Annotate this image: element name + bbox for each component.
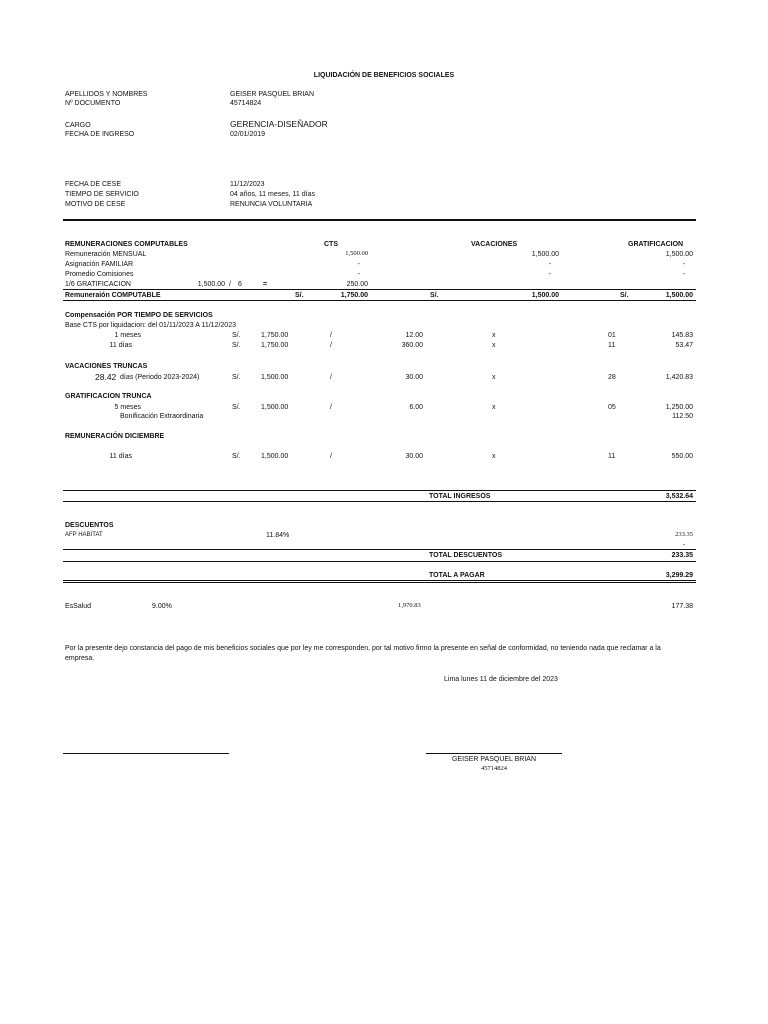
gratificacion-qty: 05 xyxy=(608,404,616,411)
cts-row-amount: 1,750.00 xyxy=(261,342,289,349)
grat-sixth-equals: = xyxy=(263,281,268,288)
cts-row-op: / xyxy=(330,342,332,349)
grat-sixth-value: 1,500.00 xyxy=(197,281,225,288)
cts-row-x: x xyxy=(492,342,496,349)
rem-total-vac: 1,500.00 xyxy=(531,292,559,299)
signature-name: GEISER PASQUEL BRIAN xyxy=(451,756,537,763)
cese-label: FECHA DE CESE xyxy=(65,181,122,188)
total-ingresos-value: 3,532.64 xyxy=(665,493,693,500)
employee-tiempo: 04 años, 11 meses, 11 días xyxy=(230,191,315,198)
bonificacion-value: 112.50 xyxy=(672,413,693,420)
col-cts: CTS xyxy=(324,241,338,248)
cts-row-qty: 11 xyxy=(608,342,616,349)
vacaciones-x: x xyxy=(492,374,496,381)
name-label: APELLIDOS Y NOMBRES xyxy=(65,91,148,98)
diciembre-amount: 1,500.00 xyxy=(261,453,289,460)
ingreso-label: FECHA DE INGRESO xyxy=(65,131,135,138)
afp-percent: 11.84% xyxy=(266,532,290,539)
afp-label: AFP HABITAT xyxy=(65,532,103,538)
total-pagar-value: 3,299.29 xyxy=(665,572,693,579)
total-pagar-label: TOTAL A PAGAR xyxy=(429,572,485,579)
rem-total-currency: S/. xyxy=(295,292,304,299)
cts-heading: Compensación POR TIEMPO DE SERVICIOS xyxy=(65,312,213,319)
cts-row-result: 53.47 xyxy=(675,342,693,349)
rem-row-grat: - xyxy=(682,271,685,278)
grat-sixth-divisor: 6 xyxy=(238,281,242,288)
essalud-percent: 9.00% xyxy=(152,603,172,610)
diciembre-currency: S/. xyxy=(232,453,241,460)
employee-cese: 11/12/2023 xyxy=(230,181,265,188)
rem-row-cts: - xyxy=(357,261,360,268)
gratificacion-amount: 1,500.00 xyxy=(261,404,289,411)
afp-dash: - xyxy=(682,542,685,549)
cts-row-label: 11 días xyxy=(109,342,132,349)
vacaciones-currency: S/. xyxy=(232,374,241,381)
employee-doc: 45714824 xyxy=(230,100,262,107)
cts-row-x: x xyxy=(492,332,496,339)
rem-row-vac: 1,500.00 xyxy=(531,251,559,258)
gratificacion-x: x xyxy=(492,404,496,411)
grat-sixth-cts: 250.00 xyxy=(346,281,368,288)
vacaciones-label: días (Periodo 2023-2024) xyxy=(120,374,200,381)
diciembre-result: 550.00 xyxy=(671,453,693,460)
vacaciones-amount: 1,500.00 xyxy=(261,374,289,381)
essalud-base: 1,970.83 xyxy=(398,602,421,609)
ingresos-top-rule xyxy=(63,490,696,491)
col-gratificacion: GRATIFICACION xyxy=(628,241,684,248)
remuneraciones-heading: REMUNERACIONES COMPUTABLES xyxy=(65,241,188,248)
vacaciones-heading: VACACIONES TRUNCAS xyxy=(65,363,148,370)
total-descuentos-value: 233.35 xyxy=(671,552,693,559)
cts-row-divisor: 360.00 xyxy=(401,342,423,349)
rem-row-cts: - xyxy=(357,271,360,278)
cts-row-op: / xyxy=(330,332,332,339)
grat-sixth-slash: / xyxy=(229,281,231,288)
pagar-rule-1 xyxy=(63,580,696,581)
gratificacion-op: / xyxy=(330,404,332,411)
rem-row-vac: - xyxy=(548,271,551,278)
signature-doc: 45714824 xyxy=(481,765,507,772)
tiempo-label: TIEMPO DE SERVICIO xyxy=(65,191,139,198)
total-ingresos-label: TOTAL INGRESOS xyxy=(429,493,491,500)
header-divider xyxy=(63,219,696,221)
company-signature-line xyxy=(63,753,229,754)
employee-ingreso: 02/01/2019 xyxy=(230,131,266,138)
cts-row-amount: 1,750.00 xyxy=(261,332,289,339)
rem-row-label: Promedio Comisiones xyxy=(65,271,134,278)
col-vacaciones: VACACIONES xyxy=(471,241,518,248)
vacaciones-qty: 28 xyxy=(608,374,616,381)
vacaciones-divisor: 30.00 xyxy=(405,374,423,381)
diciembre-label: 11 días xyxy=(109,453,132,460)
rem-row-grat: - xyxy=(682,261,685,268)
rem-row-vac: - xyxy=(548,261,551,268)
page-title: LIQUIDACIÓN DE BENEFICIOS SOCIALES xyxy=(313,72,455,79)
diciembre-x: x xyxy=(492,453,496,460)
cts-row-result: 145.83 xyxy=(671,332,693,339)
declaration-line-1: Por la presente dejo constancia del pago de mis beneficios sociales que por ley me corresponden, por tal motivo firmo la presente en señal de conformidad, no teniendo nada que reclamar a la xyxy=(65,645,661,652)
cargo-label: CARGO xyxy=(65,122,91,129)
gratificacion-label: 5 meses xyxy=(114,404,141,411)
cts-row-qty: 01 xyxy=(608,332,616,339)
rem-row-grat: 1,500.00 xyxy=(665,251,693,258)
afp-value: 233.35 xyxy=(675,531,693,538)
diciembre-heading: REMUNERACIÓN DICIEMBRE xyxy=(65,433,165,440)
cts-row-label: 1 meses xyxy=(114,332,141,339)
rem-row-cts: 1,500.00 xyxy=(345,250,368,257)
ingresos-bottom-rule xyxy=(63,501,696,502)
bonificacion-label: Bonificación Extraordinaria xyxy=(120,413,204,420)
rem-total-grat: 1,500.00 xyxy=(665,292,693,299)
employee-motivo: RENUNCIA VOLUNTARIA xyxy=(230,201,313,208)
place-date: Lima lunes 11 de diciembre del 2023 xyxy=(444,676,558,683)
motivo-label: MOTIVO DE CESE xyxy=(65,201,126,208)
rem-row-label: Remuneración MENSUAL xyxy=(65,251,147,258)
essalud-value: 177.38 xyxy=(671,603,693,610)
doc-label: Nº DOCUMENTO xyxy=(65,100,121,107)
diciembre-divisor: 30.00 xyxy=(405,453,423,460)
rem-total-divider xyxy=(63,289,696,290)
descuentos-bottom-rule xyxy=(63,561,696,562)
rem-row-label: Asignación FAMILIAR xyxy=(65,261,134,268)
descuentos-heading: DESCUENTOS xyxy=(65,522,114,529)
employee-name: GEISER PASQUEL BRIAN xyxy=(230,91,315,98)
rem-total-label: Remuneraión COMPUTABLE xyxy=(65,292,161,299)
gratificacion-currency: S/. xyxy=(232,404,241,411)
total-descuentos-label: TOTAL DESCUENTOS xyxy=(429,552,502,559)
vacaciones-days: 28.42 xyxy=(95,372,117,382)
employee-signature-line xyxy=(426,753,562,754)
vacaciones-op: / xyxy=(330,374,332,381)
grat-sixth-label: 1/6 GRATIFICACION xyxy=(65,281,131,288)
diciembre-qty: 11 xyxy=(608,453,616,460)
essalud-label: EsSalud xyxy=(65,603,92,610)
rem-total-currency: S/. xyxy=(430,292,439,299)
gratificacion-heading: GRATIFICACION TRUNCA xyxy=(65,393,152,400)
diciembre-op: / xyxy=(330,453,332,460)
gratificacion-divisor: 6.00 xyxy=(409,404,423,411)
descuentos-top-rule xyxy=(63,549,696,550)
rem-section-divider xyxy=(63,300,696,301)
cts-row-currency: S/. xyxy=(232,342,241,349)
vacaciones-result: 1,420.83 xyxy=(665,374,693,381)
employee-cargo: GERENCIA-DISEÑADOR xyxy=(230,119,328,129)
rem-total-cts: 1,750.00 xyxy=(340,292,368,299)
cts-base: Base CTS por liquidacion: del 01/11/2023 A 11/12/2023 xyxy=(65,322,236,329)
declaration-line-2: empresa. xyxy=(65,655,95,662)
gratificacion-result: 1,250.00 xyxy=(665,404,693,411)
rem-total-currency: S/. xyxy=(620,292,629,299)
cts-row-divisor: 12.00 xyxy=(405,332,423,339)
pagar-rule-2 xyxy=(63,582,696,583)
cts-row-currency: S/. xyxy=(232,332,241,339)
